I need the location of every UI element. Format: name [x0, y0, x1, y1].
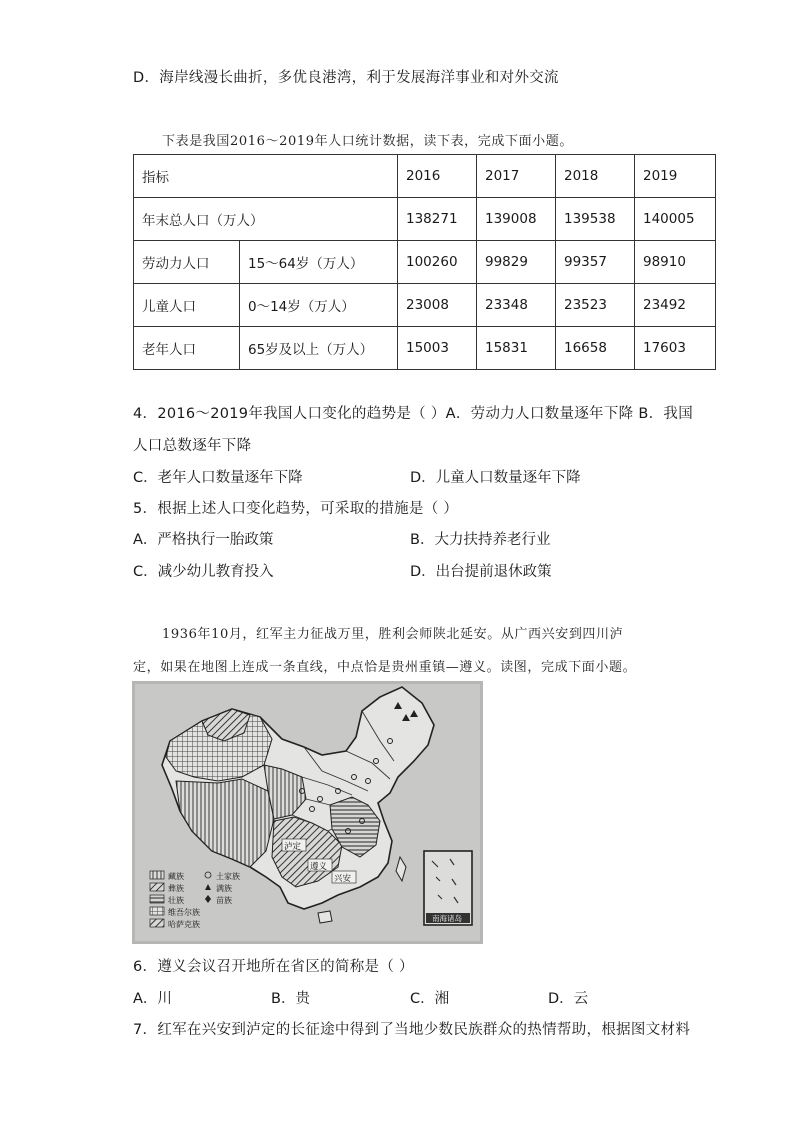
table-cell: 139538 — [556, 198, 635, 241]
previous-option-d: D．海岸线漫长曲折，多优良港湾，利于发展海洋事业和对外交流 — [133, 70, 559, 86]
table-cell: 99357 — [556, 241, 635, 284]
table-cell: 139008 — [477, 198, 556, 241]
table-cell: 23523 — [556, 284, 635, 327]
q6-option-a[interactable]: A．川 — [133, 991, 172, 1007]
table-cell: 15003 — [398, 327, 477, 370]
q6-option-d[interactable]: D．云 — [548, 991, 589, 1007]
south-china-sea-inset — [424, 851, 472, 925]
q4-stem-line1: 4．2016～2019年我国人口变化的趋势是（ ）A．劳动力人口数量逐年下降 B．我国 — [133, 406, 694, 422]
table-row-sublabel: 0～14岁（万人） — [240, 284, 398, 327]
table-header-indicator: 指标 — [134, 155, 398, 198]
q7-stem: 7．红军在兴安到泸定的长征途中得到了当地少数民族群众的热情帮助，根据图文材料 — [133, 1022, 691, 1038]
table-cell: 99829 — [477, 241, 556, 284]
table-row-label: 年末总人口（万人） — [134, 198, 398, 241]
map-intro-line1: 1936年10月，红军主力征战万里，胜利会师陕北延安。从广西兴安到四川泸 — [162, 627, 624, 642]
place-zunyi: 遵义 — [310, 862, 328, 872]
table-row-label: 儿童人口 — [134, 284, 240, 327]
svg-text:苗族: 苗族 — [216, 896, 232, 905]
table-row-sublabel: 65岁及以上（万人） — [240, 327, 398, 370]
q4-option-c[interactable]: C．老年人口数量逐年下降 — [133, 470, 303, 486]
table-cell: 138271 — [398, 198, 477, 241]
q4-option-d[interactable]: D．儿童人口数量逐年下降 — [410, 470, 581, 486]
table-cell: 23008 — [398, 284, 477, 327]
table-row — [134, 198, 716, 241]
q6-stem: 6．遵义会议召开地所在省区的简称是（ ） — [133, 959, 414, 975]
q5-option-d[interactable]: D．出台提前退休政策 — [410, 564, 552, 580]
island-hainan — [318, 911, 332, 923]
table-cell: 140005 — [635, 198, 716, 241]
place-xingan: 兴安 — [334, 874, 352, 884]
table-row — [134, 327, 716, 370]
table-row — [134, 241, 716, 284]
svg-text:南海诸岛: 南海诸岛 — [432, 914, 462, 923]
place-luding: 泸定 — [284, 842, 302, 852]
svg-text:满族: 满族 — [216, 884, 232, 893]
svg-text:维吾尔族: 维吾尔族 — [168, 908, 200, 917]
table-row-sublabel: 15～64岁（万人） — [240, 241, 398, 284]
svg-text:哈萨克族: 哈萨克族 — [168, 920, 200, 929]
table-row — [134, 284, 716, 327]
table-row-label: 劳动力人口 — [134, 241, 240, 284]
map-intro-line2: 定，如果在地图上连成一条直线，中点恰是贵州重镇—遵义。读图，完成下面小题。 — [133, 660, 637, 675]
q5-option-b[interactable]: B．大力扶持养老行业 — [410, 532, 551, 548]
table-cell: 23492 — [635, 284, 716, 327]
table-header-year: 2016 — [398, 155, 477, 198]
table-row-label: 老年人口 — [134, 327, 240, 370]
table-cell: 17603 — [635, 327, 716, 370]
svg-text:彝族: 彝族 — [168, 884, 184, 893]
svg-text:壮族: 壮族 — [168, 896, 184, 905]
population-table — [133, 154, 716, 370]
q6-option-c[interactable]: C．湘 — [410, 991, 450, 1007]
table-cell: 23348 — [477, 284, 556, 327]
svg-text:藏族: 藏族 — [168, 872, 184, 881]
table-header-year: 2017 — [477, 155, 556, 198]
table-cell: 16658 — [556, 327, 635, 370]
table-header-row — [134, 155, 716, 198]
q5-option-c[interactable]: C．减少幼儿教育投入 — [133, 564, 274, 580]
svg-text:土家族: 土家族 — [216, 872, 240, 881]
table-cell: 100260 — [398, 241, 477, 284]
table-cell: 15831 — [477, 327, 556, 370]
table-intro: 下表是我国2016～2019年人口统计数据，读下表，完成下面小题。 — [162, 134, 573, 149]
q6-option-b[interactable]: B．贵 — [271, 991, 310, 1007]
china-ethnic-map — [132, 681, 483, 944]
table-header-year: 2018 — [556, 155, 635, 198]
q5-option-a[interactable]: A．严格执行一胎政策 — [133, 532, 274, 548]
table-cell: 98910 — [635, 241, 716, 284]
q5-stem: 5．根据上述人口变化趋势，可采取的措施是（ ） — [133, 501, 459, 517]
q4-stem-line2: 人口总数逐年下降 — [133, 438, 252, 454]
ethnic-map-photo — [132, 681, 483, 944]
table-header-year: 2019 — [635, 155, 716, 198]
